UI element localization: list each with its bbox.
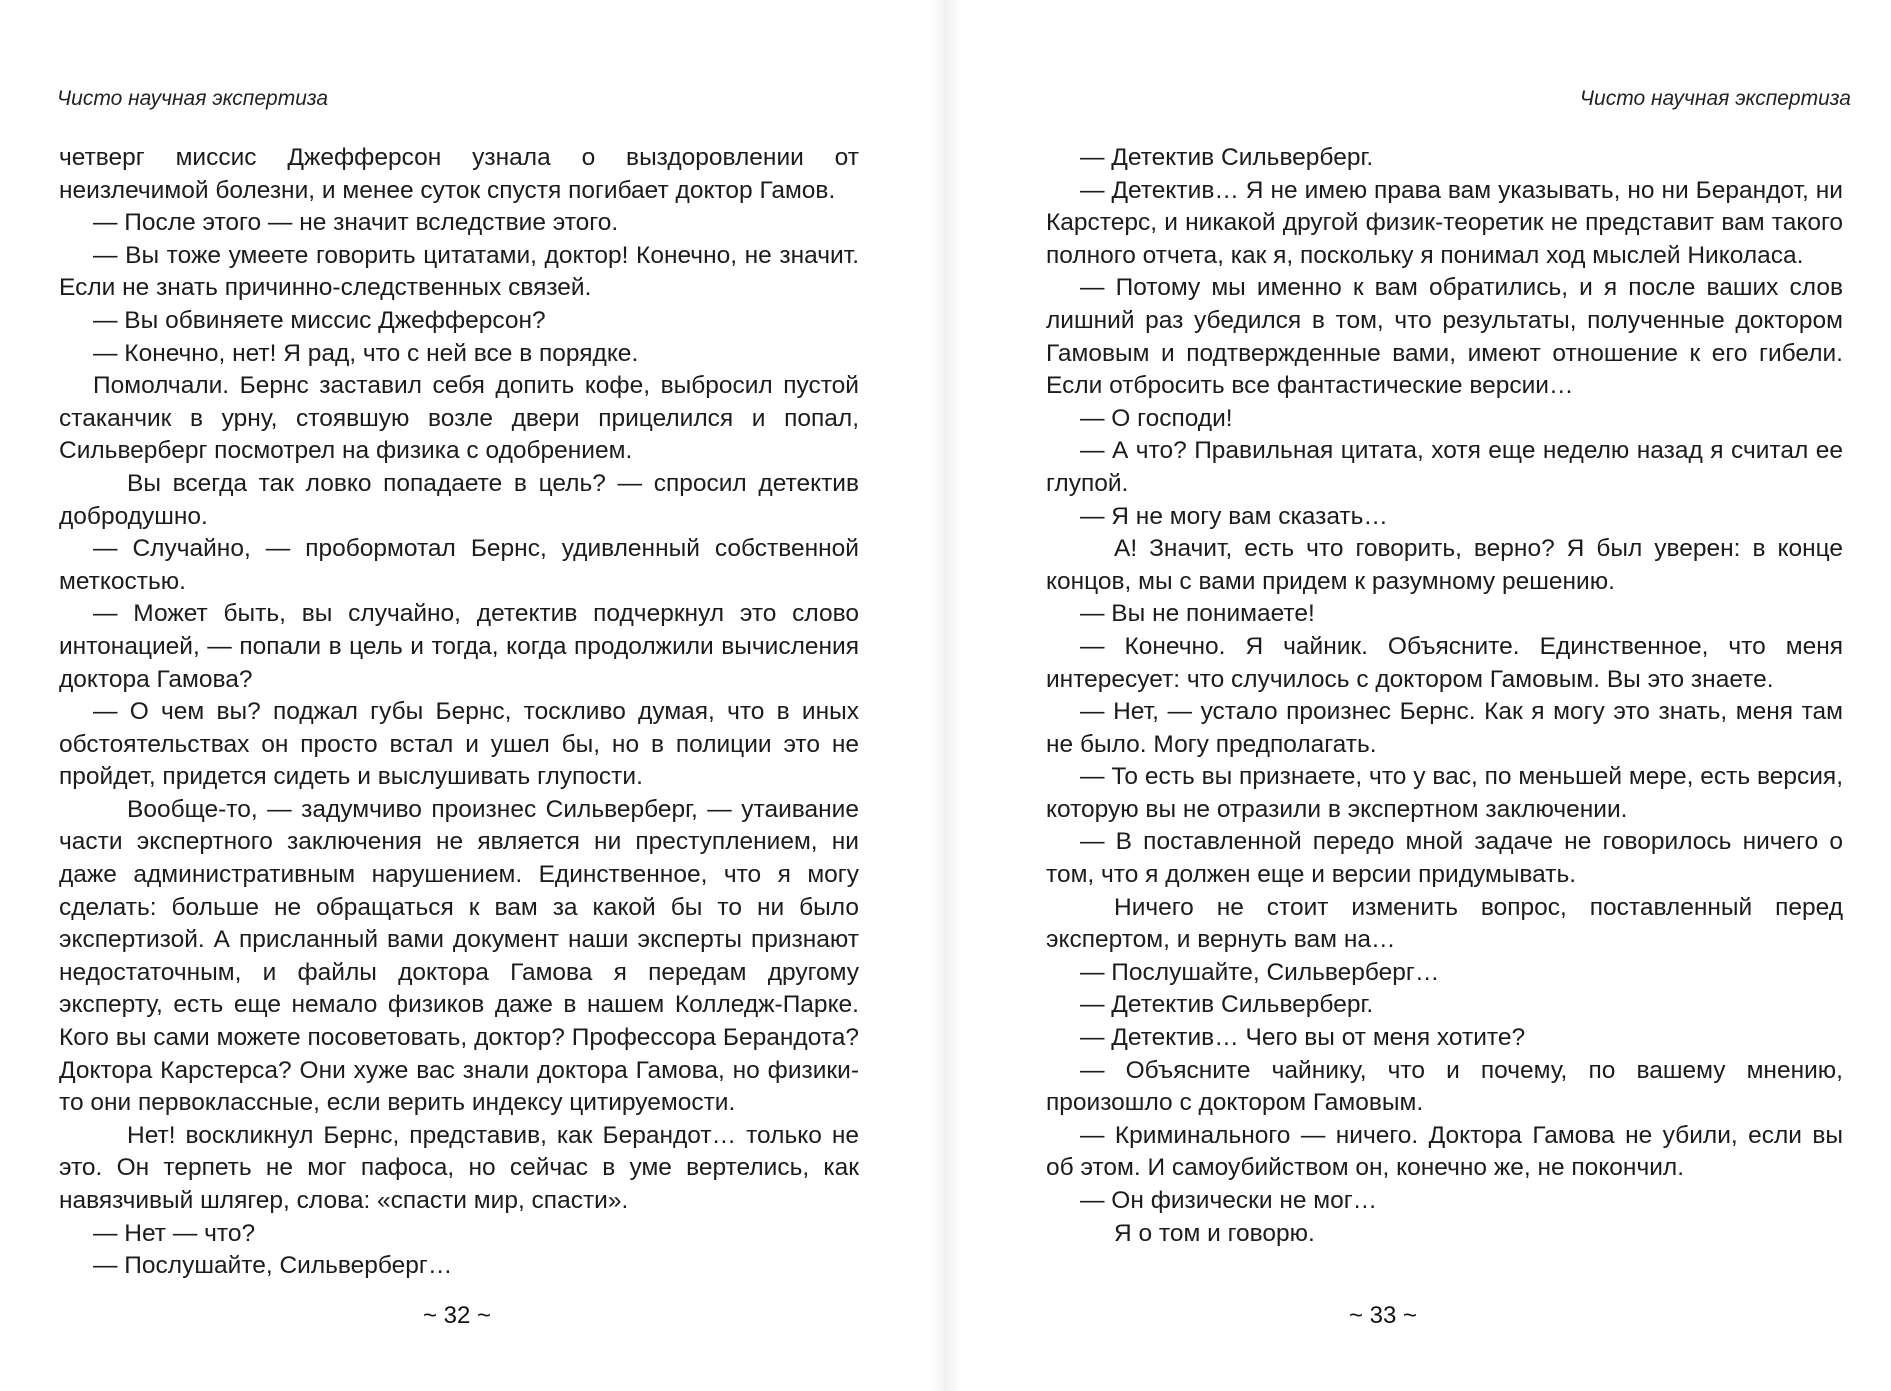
paragraph: — Я не могу вам сказать… (1080, 502, 1388, 530)
paragraph: — А что? Правильная цитата, хотя еще неделю назад я считал ее глупой. (1046, 437, 1843, 497)
paragraph: — Вы тоже умеете говорить цитатами, доктор! Конечно, не значит. Если не знать причинно-следственных связей. (59, 241, 859, 302)
paragraph: четверг миссис Джефферсон узнала о выздоровлении от неизлечимой болезни, и менее суток спустя погибает доктор Гамов. (59, 144, 859, 204)
right-page (946, 0, 1891, 1391)
paragraph: — Послушайте, Сильверберг… (93, 1252, 453, 1280)
paragraph: — О господи! (1080, 404, 1233, 432)
page-text (59, 142, 859, 1283)
paragraph: — Вы не понимаете! (1080, 600, 1315, 628)
paragraph: — Детектив Сильверберг. (1080, 991, 1374, 1019)
paragraph: А! Значит, есть что говорить, верно? Я был уверен: в конце концов, мы с вами придем к разумному решению. (1046, 535, 1843, 595)
page-text (1046, 142, 1843, 1250)
paragraph: — Вы обвиняете миссис Джефферсон? (93, 306, 546, 334)
running-head: Чисто научная экспертиза (1579, 87, 1851, 110)
paragraph: Вы всегда так ловко попадаете в цель? — спросил детектив добродушно. (59, 469, 859, 530)
paragraph: Вообще-то, — задумчиво произнес Сильверберг, — утаивание части экспертного заключения не является ни преступлением, ни даже административным нарушением. Единственное, что я могу сделать: больше не обращаться к вам за какой бы то ни было экспертизой. А присланный вами документ наши эксперты признают недостаточным, и файлы доктора Гамова я передам другому эксперту, есть еще немало физиков даже в нашем Колледж-Парке. Кого вы сами можете посоветовать, доктор? Профессора Берандота? Доктора Карстерса? Они хуже вас знали доктора Гамова, но физики-то они первоклассные, если верить индексу цитируемости. (59, 795, 859, 1117)
paragraph: Ничего не стоит изменить вопрос, поставленный перед экспертом, и вернуть вам на… (1046, 893, 1843, 954)
paragraph: — Он физически не мог… (1080, 1187, 1378, 1214)
paragraph: Помолчали. Бернс заставил себя допить кофе, выбросил пустой стаканчик в урну, стоявшую возле двери прицелился и попал, Сильверберг посмотрел на физика с одобрением. (59, 372, 859, 465)
paragraph: Нет! воскликнул Бернс, представив, как Берандот… только не это. Он терпеть не мог пафоса, но сейчас в уме вертелись, как навязчивый шлягер, слова: «спасти мир, спасти». (59, 1121, 859, 1214)
running-head: Чисто научная экспертиза (57, 87, 329, 110)
paragraph: — То есть вы признаете, что у вас, по меньшей мере, есть версия, которую вы не отразили в экспертном заключении. (1046, 763, 1843, 823)
paragraph: — Конечно. Я чайник. Объясните. Единственное, что меня интересует: что случилось с доктором Гамовым. Вы это знаете. (1046, 632, 1843, 693)
paragraph: — Может быть, вы случайно, детектив подчеркнул это слово интонацией, — попали в цель и тогда, когда продолжили вычисления доктора Гамова? (59, 600, 859, 693)
paragraph: — О чем вы? поджал губы Бернс, тоскливо думая, что в иных обстоятельствах он просто встал и ушел бы, но в полиции это не пройдет, придется сидеть и выслушивать глупости. (59, 698, 859, 791)
paragraph: — Детектив… Я не имею права вам указывать, но ни Берандот, ни Карстерс, и никакой другой физик-теоретик не представит вам такого полного отчета, как я, поскольку я понимал ход мыслей Николаса. (1046, 176, 1843, 269)
paragraph: — После этого — не значит вследствие этого. (93, 209, 619, 237)
left-page (0, 0, 945, 1391)
paragraph: — Послушайте, Сильверберг… (1080, 958, 1440, 986)
paragraph: — Нет — что? (93, 1219, 256, 1247)
paragraph: — Нет, — устало произнес Бернс. Как я могу это знать, меня там не было. Могу предполагать. (1046, 698, 1843, 758)
paragraph: — В поставленной передо мной задаче не говорилось ничего о том, что я должен еще и версии придумывать. (1046, 828, 1843, 889)
page-number: ~ 33 ~ (1348, 1302, 1418, 1329)
paragraph: — Криминального — ничего. Доктора Гамова не убили, если вы об этом. И самоубийством он, конечно же, не покончил. (1046, 1121, 1843, 1182)
page-number: ~ 32 ~ (422, 1302, 492, 1329)
paragraph: — Случайно, — пробормотал Бернс, удивленный собственной меткостью. (59, 535, 859, 595)
paragraph: — Детектив… Чего вы от меня хотите? (1080, 1024, 1526, 1052)
paragraph: Я о том и говорю. (1114, 1219, 1315, 1247)
paragraph: — Детектив Сильверберг. (1080, 144, 1374, 171)
paragraph: — Объясните чайнику, что и почему, по вашему мнению, произошло с доктором Гамовым. (1046, 1056, 1843, 1117)
paragraph: — Потому мы именно к вам обратились, и я после ваших слов лишний раз убедился в том, что результаты, полученные доктором Гамовым и подтвержденные вами, имеют отношение к его гибели. Если отбросить все фантастические версии… (1046, 274, 1843, 400)
paragraph: — Конечно, нет! Я рад, что с ней все в порядке. (93, 339, 639, 367)
